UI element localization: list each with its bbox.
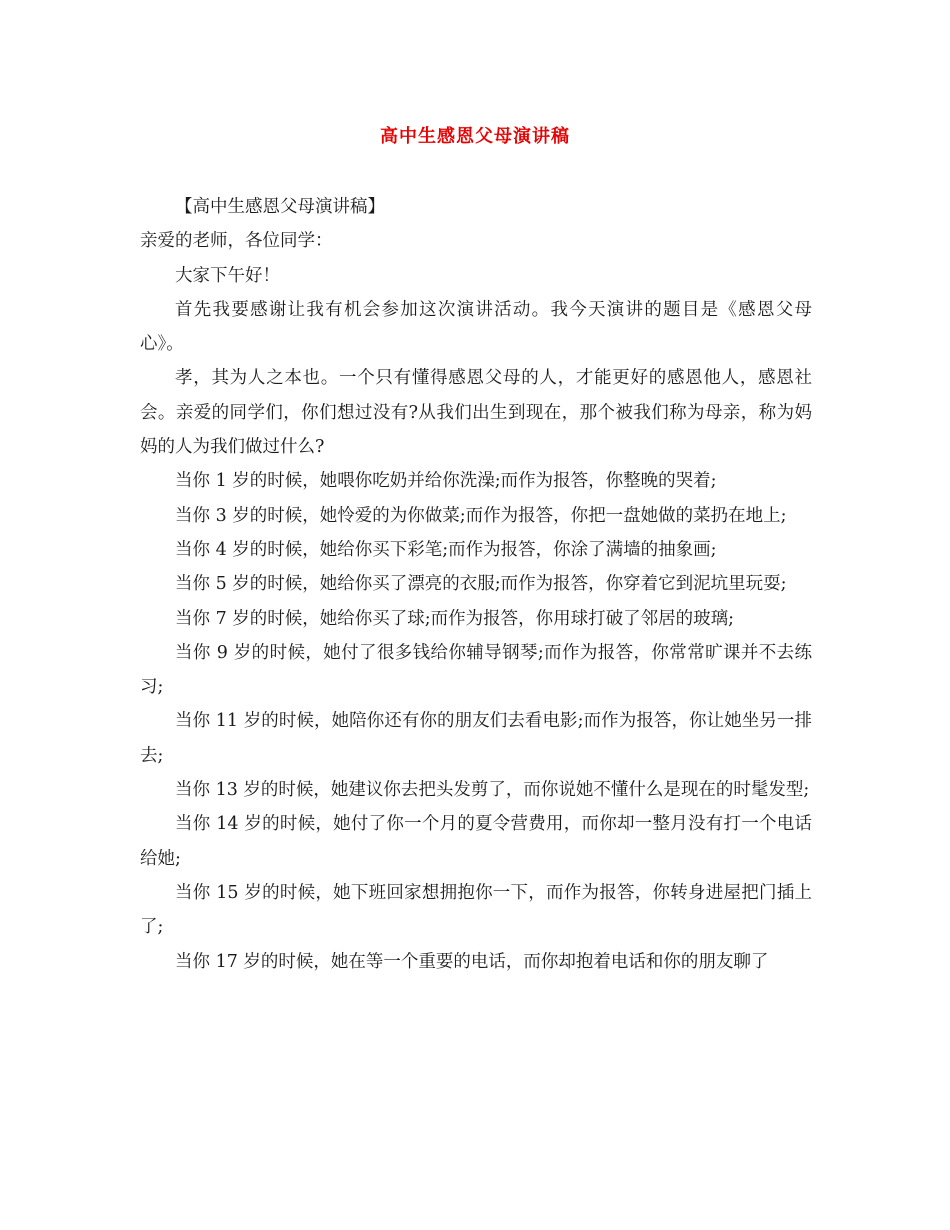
paragraph: 当你 11 岁的时候，她陪你还有你的朋友们去看电影;而作为报答，你让她坐另一排去; [140,711,812,766]
paragraph: 亲爱的老师，各位同学： [140,231,333,252]
paragraph: 孝，其为人之本也。一个只有懂得感恩父母的人，才能更好的感恩他人，感恩社会。亲爱的同学们，你们想过没有?从我们出生到现在，那个被我们称为母亲，称为妈妈的人为我们做过什么? [140,368,812,458]
paragraph: 当你 13 岁的时候，她建议你去把头发剪了，而你说她不懂什么是现在的时髦发型; [175,780,810,801]
paragraph: 当你 14 岁的时候，她付了你一个月的夏令营费用，而你却一整月没有打一个电话给她; [140,814,812,869]
document-title: 高中生感恩父母演讲稿 [380,126,570,147]
paragraph: 首先我要感谢让我有机会参加这次演讲活动。我今天演讲的题目是《感恩父母心》。 [140,299,812,355]
paragraph: 大家下午好！ [175,265,280,286]
paragraph: 当你 15 岁的时候，她下班回家想拥抱你一下，而作为报答，你转身进屋把门插上了; [140,882,812,938]
paragraph: 当你 17 岁的时候，她在等一个重要的电话，而你却抱着电话和你的朋友聊了 [175,951,769,972]
paragraph: 当你 7 岁的时候，她给你买了球;而作为报答，你用球打破了邻居的玻璃; [175,608,735,629]
document-body [140,190,812,979]
paragraph: 当你 5 岁的时候，她给你买了漂亮的衣服;而作为报答，你穿着它到泥坑里玩耍; [175,574,787,595]
paragraph: 当你 9 岁的时候，她付了很多钱给你辅导钢琴;而作为报答，你常常旷课并不去练习; [140,642,812,698]
paragraph: 当你 4 岁的时候，她给你买下彩笔;而作为报答，你涂了满墙的抽象画; [175,539,717,560]
paragraph: 【高中生感恩父母演讲稿】 [175,197,385,217]
paragraph: 当你 1 岁的时候，她喂你吃奶并给你洗澡;而作为报答，你整晚的哭着; [175,471,717,492]
paragraph: 当你 3 岁的时候，她怜爱的为你做菜;而作为报答，你把一盘她做的菜扔在地上; [175,505,787,526]
